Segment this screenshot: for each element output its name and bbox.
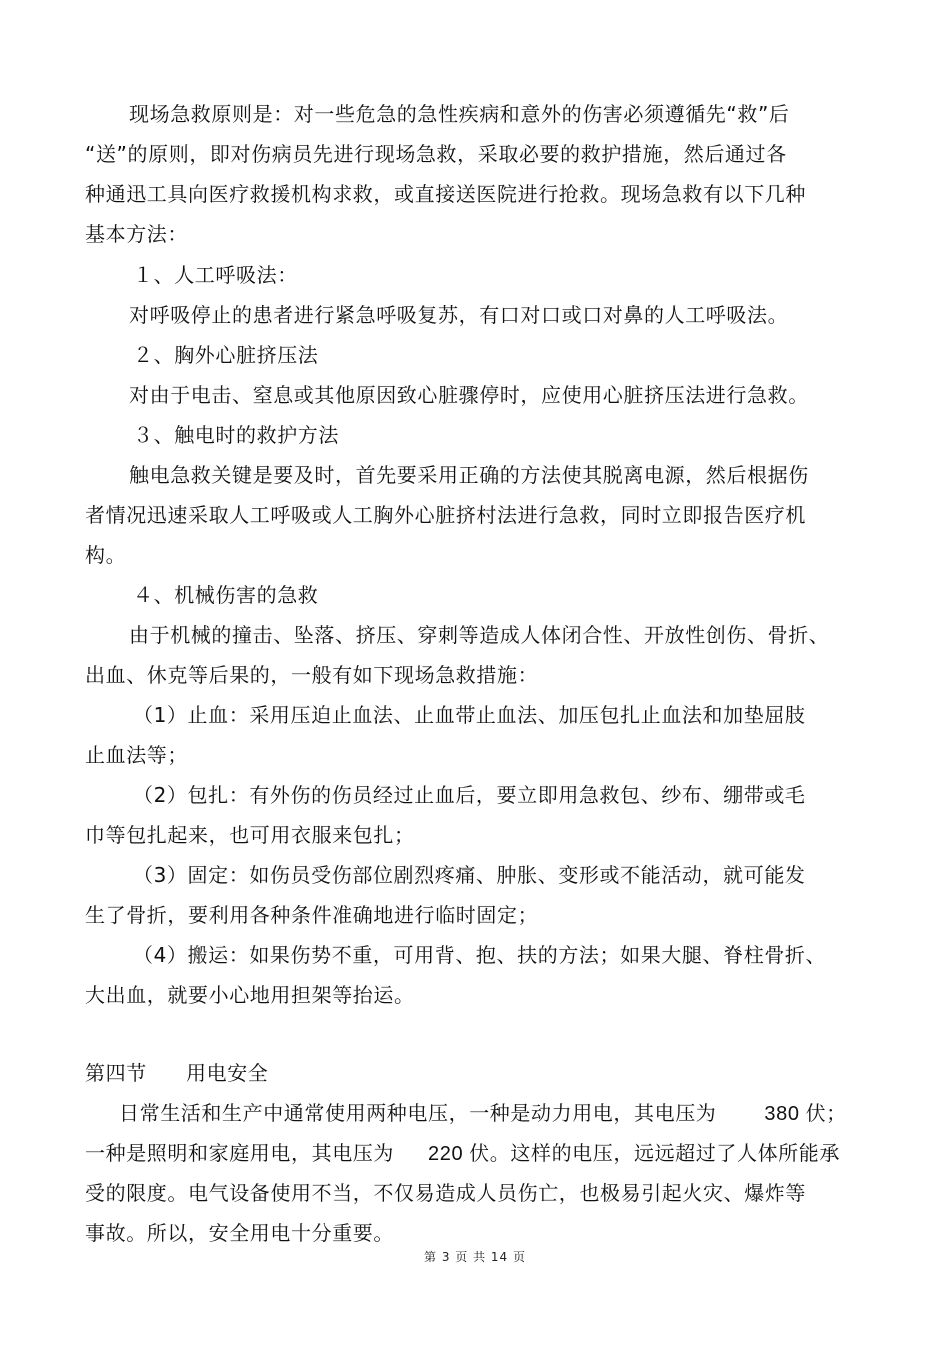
step-1-line-2: 止血法等； bbox=[85, 743, 188, 767]
method-4-heading: ４、机械伤害的急救 bbox=[133, 583, 319, 607]
safety-line-2 bbox=[85, 1138, 840, 1169]
method-3-line-3: 构。 bbox=[85, 543, 127, 567]
safety-line-2-text: 一种是照明和家庭用电，其电压为 bbox=[85, 1141, 394, 1165]
method-4-line-1: 由于机械的撞击、坠落、挤压、穿刺等造成人体闭合性、开放性创伤、骨折、 bbox=[129, 623, 830, 647]
step-2-line-2: 巾等包扎起来，也可用衣服来包扎； bbox=[85, 823, 415, 847]
step-1-line-1: （1）止血：采用压迫止血法、止血带止血法、加压包扎止血法和加垫屈肢 bbox=[133, 703, 806, 727]
step-4-line-2: 大出血，就要小心地用担架等抬运。 bbox=[85, 983, 415, 1007]
step-3-line-1: （3）固定：如伤员受伤部位剧烈疼痛、肿胀、变形或不能活动，就可能发 bbox=[133, 863, 806, 887]
method-4-line-2: 出血、休克等后果的，一般有如下现场急救措施： bbox=[85, 663, 539, 687]
step-4-line-1: （4）搬运：如果伤势不重，可用背、抱、扶的方法；如果大腿、脊柱骨折、 bbox=[133, 943, 827, 967]
step-3-line-2: 生了骨折，要利用各种条件准确地进行临时固定； bbox=[85, 903, 539, 927]
intro-line-3: 种通迅工具向医疗救援机构求救，或直接送医院进行抢救。现场急救有以下几种 bbox=[85, 182, 806, 206]
intro-line-2: “送”的原则，即对伤病员先进行现场急救，采取必要的救护措施，然后通过各 bbox=[85, 142, 787, 166]
power-voltage-unit: 伏； bbox=[805, 1101, 847, 1125]
intro-line-4: 基本方法： bbox=[85, 222, 188, 246]
method-1-heading: １、人工呼吸法： bbox=[133, 263, 298, 287]
page-footer: 第 3 页 共 14 页 bbox=[424, 1250, 526, 1264]
method-3-line-2: 者情况迅速采取人工呼吸或人工胸外心脏挤村法进行急救，同时立即报告医疗机 bbox=[85, 503, 806, 527]
method-1-body: 对呼吸停止的患者进行紧急呼吸复苏，有口对口或口对鼻的人工呼吸法。 bbox=[129, 303, 789, 327]
safety-line-1-text: 日常生活和生产中通常使用两种电压，一种是动力用电，其电压为 bbox=[119, 1101, 717, 1125]
safety-line-4: 事故。所以，安全用电十分重要。 bbox=[85, 1221, 394, 1245]
safety-line-3: 受的限度。电气设备使用不当，不仅易造成人员伤亡，也极易引起火灾、爆炸等 bbox=[85, 1181, 806, 1205]
safety-line-1 bbox=[119, 1098, 847, 1129]
power-voltage-value: 380 bbox=[764, 1103, 800, 1125]
section-number: 第四节 bbox=[85, 1061, 147, 1085]
intro-line-1: 现场急救原则是：对一些危急的急性疾病和意外的伤害必须遵循先“救”后 bbox=[129, 102, 790, 126]
method-3-line-1: 触电急救关键是要及时，首先要采用正确的方法使其脱离电源，然后根据伤 bbox=[129, 463, 809, 487]
method-3-heading: ３、触电时的救护方法 bbox=[133, 423, 339, 447]
section-title: 用电安全 bbox=[186, 1061, 269, 1085]
lighting-voltage-tail: 伏。这样的电压，远远超过了人体所能承 bbox=[469, 1141, 840, 1165]
lighting-voltage-value: 220 bbox=[428, 1143, 464, 1165]
method-2-heading: ２、胸外心脏挤压法 bbox=[133, 343, 319, 367]
method-2-body: 对由于电击、窒息或其他原因致心脏骤停时，应使用心脏挤压法进行急救。 bbox=[129, 383, 809, 407]
step-2-line-1: （2）包扎：有外伤的伤员经过止血后，要立即用急救包、纱布、绷带或毛 bbox=[133, 783, 806, 807]
